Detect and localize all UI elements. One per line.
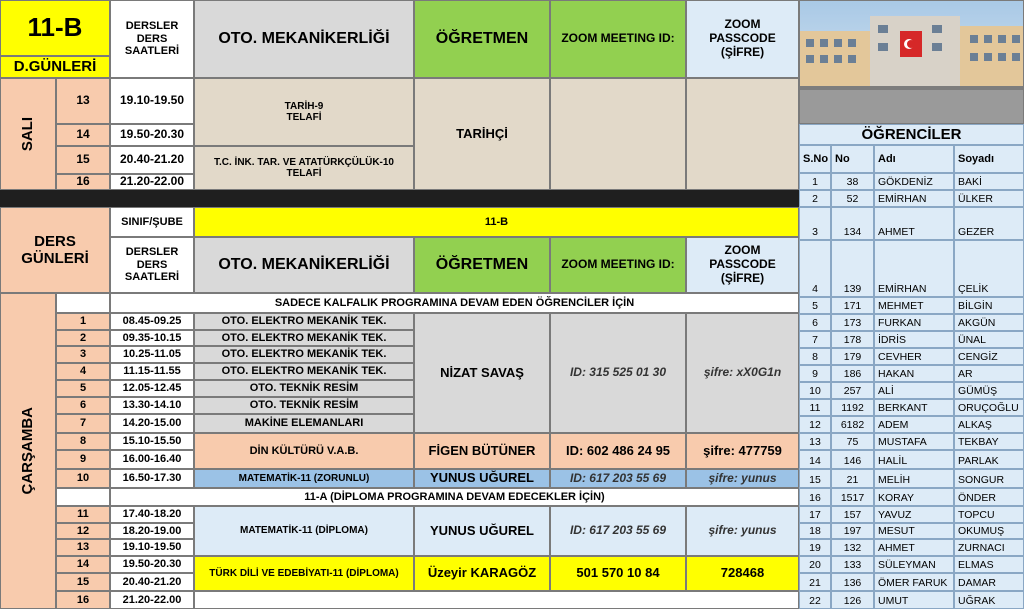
sali-period-no: 13 (56, 78, 110, 124)
student-no: 132 (831, 539, 874, 556)
carsamba-period-time: 19.10-19.50 (110, 539, 194, 556)
din-lesson: DİN KÜLTÜRÜ V.A.B. (194, 433, 414, 469)
student-sno: 17 (799, 506, 831, 523)
carsamba-period-no: 7 (56, 414, 110, 433)
student-last: AR (954, 365, 1024, 382)
din-zoom-id: ID: 602 486 24 95 (550, 433, 686, 469)
students-header-no: No (831, 145, 874, 173)
student-sno: 3 (799, 207, 831, 240)
student-sno: 19 (799, 539, 831, 556)
student-sno: 22 (799, 591, 831, 609)
student-last: DAMAR (954, 573, 1024, 591)
student-sno: 15 (799, 469, 831, 488)
carsamba-period-time: 08.45-09.25 (110, 313, 194, 330)
carsamba-period-no: 9 (56, 450, 110, 469)
edebiyat-zoom-pass: 728468 (686, 556, 799, 591)
students-header-sno: S.No (799, 145, 831, 173)
student-sno: 12 (799, 416, 831, 433)
teacher-header: ÖĞRETMEN (414, 0, 550, 78)
carsamba-period-time: 20.40-21.20 (110, 573, 194, 591)
sali-zoom-id (550, 78, 686, 190)
student-sno: 20 (799, 556, 831, 573)
carsamba-period-time: 11.15-11.55 (110, 363, 194, 380)
student-no: 126 (831, 591, 874, 609)
student-first: ÖMER FARUK (874, 573, 954, 591)
carsamba-lesson: OTO. ELEKTRO MEKANİK TEK. (194, 330, 414, 346)
student-no: 52 (831, 190, 874, 207)
carsamba-period-no: 2 (56, 330, 110, 346)
zoom-pass-header: ZOOM PASSCODE (ŞİFRE) (686, 0, 799, 78)
din-zoom-pass: şifre: 477759 (686, 433, 799, 469)
carsamba-period-no: 14 (56, 556, 110, 573)
carsamba-period-time: 21.20-22.00 (110, 591, 194, 609)
student-no: 133 (831, 556, 874, 573)
student-last: GEZER (954, 207, 1024, 240)
carsamba-lesson: OTO. ELEKTRO MEKANİK TEK. (194, 313, 414, 330)
student-sno: 6 (799, 314, 831, 331)
carsamba-period-time: 18.20-19.00 (110, 523, 194, 539)
student-first: UMUT (874, 591, 954, 609)
student-no: 21 (831, 469, 874, 488)
sali-zoom-pass (686, 78, 799, 190)
student-last: UĞRAK (954, 591, 1024, 609)
student-sno: 8 (799, 348, 831, 365)
student-last: CENGİZ (954, 348, 1024, 365)
student-last: BİLGİN (954, 297, 1024, 314)
teknik-teacher: NİZAT SAVAŞ (414, 313, 550, 433)
student-no: 173 (831, 314, 874, 331)
carsamba-period-no: 13 (56, 539, 110, 556)
student-last: ÜNAL (954, 331, 1024, 348)
mat-zorunlu-zoom-id: ID: 617 203 55 69 (550, 469, 686, 488)
sali-teacher: TARİHÇİ (414, 78, 550, 190)
section1-spacer (56, 293, 110, 313)
carsamba-lesson: MAKİNE ELEMANLARI (194, 414, 414, 433)
student-first: MESUT (874, 523, 954, 539)
student-no: 179 (831, 348, 874, 365)
edebiyat-lesson: TÜRK DİLİ VE EDEBİYATI-11 (DİPLOMA) (194, 556, 414, 591)
sali-period-no: 15 (56, 146, 110, 174)
student-last: TOPCU (954, 506, 1024, 523)
day-sali (0, 78, 56, 190)
department-header: OTO. MEKANİKERLİĞİ (194, 0, 414, 78)
student-last: TEKBAY (954, 433, 1024, 450)
students-header-last: Soyadı (954, 145, 1024, 173)
student-no: 197 (831, 523, 874, 539)
student-last: AKGÜN (954, 314, 1024, 331)
student-sno: 4 (799, 240, 831, 297)
student-sno: 7 (799, 331, 831, 348)
student-sno: 5 (799, 297, 831, 314)
carsamba-period-time: 13.30-14.10 (110, 397, 194, 414)
carsamba-period-no: 10 (56, 469, 110, 488)
mat-diploma-teacher: YUNUS UĞUREL (414, 506, 550, 556)
mat-diploma-zoom-id: ID: 617 203 55 69 (550, 506, 686, 556)
student-no: 134 (831, 207, 874, 240)
carsamba-period-no: 3 (56, 346, 110, 363)
d-gunleri-label: D.GÜNLERİ (0, 56, 110, 78)
student-no: 178 (831, 331, 874, 348)
edebiyat-zoom-id: 501 570 10 84 (550, 556, 686, 591)
mat-zorunlu-teacher: YUNUS UĞUREL (414, 469, 550, 488)
student-last: ÖNDER (954, 488, 1024, 506)
school-building-image (800, 1, 1024, 124)
student-sno: 2 (799, 190, 831, 207)
carsamba-period-time: 14.20-15.00 (110, 414, 194, 433)
ders-saatleri-header: DERSLER DERS SAATLERİ (110, 0, 194, 78)
sali-period-time: 20.40-21.20 (110, 146, 194, 174)
carsamba-period-time: 15.10-15.50 (110, 433, 194, 450)
student-no: 1192 (831, 399, 874, 416)
carsamba-lesson: OTO. ELEKTRO MEKANİK TEK. (194, 363, 414, 380)
student-first: MELİH (874, 469, 954, 488)
student-no: 75 (831, 433, 874, 450)
student-sno: 18 (799, 523, 831, 539)
carsamba-period-no: 1 (56, 313, 110, 330)
student-first: HAKAN (874, 365, 954, 382)
empty-slot (194, 591, 799, 609)
section1-title: SADECE KALFALIK PROGRAMINA DEVAM EDEN ÖĞRENCİLER İÇİN (110, 293, 799, 313)
student-first: EMİRHAN (874, 240, 954, 297)
carsamba-period-no: 6 (56, 397, 110, 414)
student-sno: 1 (799, 173, 831, 190)
sali-period-time: 19.50-20.30 (110, 124, 194, 146)
student-sno: 11 (799, 399, 831, 416)
student-first: KORAY (874, 488, 954, 506)
student-first: EMİRHAN (874, 190, 954, 207)
teknik-zoom-id: ID: 315 525 01 30 (550, 313, 686, 433)
student-first: ALİ (874, 382, 954, 399)
mat-zorunlu-zoom-pass: şifre: yunus (686, 469, 799, 488)
student-first: İDRİS (874, 331, 954, 348)
students-header-first: Adı (874, 145, 954, 173)
student-no: 1517 (831, 488, 874, 506)
section2-spacer (56, 488, 110, 506)
student-first: HALİL (874, 450, 954, 469)
sali-period-time: 19.10-19.50 (110, 78, 194, 124)
carsamba-period-no: 8 (56, 433, 110, 450)
zoom-id-header: ZOOM MEETING ID: (550, 0, 686, 78)
carsamba-period-time: 19.50-20.30 (110, 556, 194, 573)
carsamba-lesson: OTO. TEKNİK RESİM (194, 380, 414, 397)
student-no: 38 (831, 173, 874, 190)
day-carsamba (0, 293, 56, 609)
student-first: BERKANT (874, 399, 954, 416)
carsamba-period-time: 12.05-12.45 (110, 380, 194, 397)
carsamba-lesson: OTO. ELEKTRO MEKANİK TEK. (194, 346, 414, 363)
carsamba-period-time: 09.35-10.15 (110, 330, 194, 346)
separator-band (0, 190, 799, 207)
sinif-sube-value: 11-B (194, 207, 799, 237)
student-sno: 14 (799, 450, 831, 469)
student-no: 136 (831, 573, 874, 591)
edebiyat-teacher: Üzeyir KARAGÖZ (414, 556, 550, 591)
student-last: PARLAK (954, 450, 1024, 469)
sali-period-no: 14 (56, 124, 110, 146)
student-first: CEVHER (874, 348, 954, 365)
carsamba-lesson: OTO. TEKNİK RESİM (194, 397, 414, 414)
sali-period-time: 21.20-22.00 (110, 174, 194, 190)
student-no: 6182 (831, 416, 874, 433)
carsamba-period-no: 15 (56, 573, 110, 591)
mat-zorunlu-lesson: MATEMATİK-11 (ZORUNLU) (194, 469, 414, 488)
mat-diploma-zoom-pass: şifre: yunus (686, 506, 799, 556)
student-last: OKUMUŞ (954, 523, 1024, 539)
student-last: BAKİ (954, 173, 1024, 190)
student-last: ÇELİK (954, 240, 1024, 297)
student-last: ALKAŞ (954, 416, 1024, 433)
ders-saatleri-header-2: DERSLER DERS SAATLERİ (110, 237, 194, 293)
day-sali-label: SALI (19, 116, 37, 152)
student-first: SÜLEYMAN (874, 556, 954, 573)
student-last: ZURNACI (954, 539, 1024, 556)
sinif-sube-label: SINIF/ŞUBE (110, 207, 194, 237)
student-last: ORUÇOĞLU (954, 399, 1024, 416)
zoom-id-header-2: ZOOM MEETING ID: (550, 237, 686, 293)
student-last: ELMAS (954, 556, 1024, 573)
mat-diploma-lesson: MATEMATİK-11 (DİPLOMA) (194, 506, 414, 556)
carsamba-period-no: 12 (56, 523, 110, 539)
day-carsamba-label: ÇARŞAMBA (19, 407, 37, 495)
student-sno: 9 (799, 365, 831, 382)
student-no: 186 (831, 365, 874, 382)
student-sno: 21 (799, 573, 831, 591)
din-teacher: FİGEN BÜTÜNER (414, 433, 550, 469)
carsamba-period-no: 5 (56, 380, 110, 397)
carsamba-period-time: 16.50-17.30 (110, 469, 194, 488)
student-first: ADEM (874, 416, 954, 433)
carsamba-period-time: 17.40-18.20 (110, 506, 194, 523)
school-photo (799, 0, 1024, 124)
student-sno: 16 (799, 488, 831, 506)
teacher-header-2: ÖĞRETMEN (414, 237, 550, 293)
carsamba-period-no: 11 (56, 506, 110, 523)
ders-gunleri-label: DERS GÜNLERİ (0, 207, 110, 293)
carsamba-period-no: 4 (56, 363, 110, 380)
carsamba-period-time: 10.25-11.05 (110, 346, 194, 363)
student-no: 139 (831, 240, 874, 297)
student-first: MUSTAFA (874, 433, 954, 450)
student-first: FURKAN (874, 314, 954, 331)
sali-lesson-inkilap: T.C. İNK. TAR. VE ATATÜRKÇÜLÜK-10 TELAFİ (194, 146, 414, 190)
student-no: 257 (831, 382, 874, 399)
student-no: 157 (831, 506, 874, 523)
student-no: 171 (831, 297, 874, 314)
student-last: SONGUR (954, 469, 1024, 488)
carsamba-period-time: 16.00-16.40 (110, 450, 194, 469)
department-header-2: OTO. MEKANİKERLİĞİ (194, 237, 414, 293)
sali-period-no: 16 (56, 174, 110, 190)
student-last: GÜMÜŞ (954, 382, 1024, 399)
student-first: GÖKDENİZ (874, 173, 954, 190)
class-code: 11-B (0, 0, 110, 56)
student-last: ÜLKER (954, 190, 1024, 207)
sali-lesson-tarih: TARİH-9 TELAFİ (194, 78, 414, 146)
teknik-zoom-pass: şifre: xX0G1n (686, 313, 799, 433)
student-no: 146 (831, 450, 874, 469)
student-sno: 10 (799, 382, 831, 399)
section2-title: 11-A (DİPLOMA PROGRAMINA DEVAM EDECEKLER İÇİN) (110, 488, 799, 506)
zoom-pass-header-2: ZOOM PASSCODE (ŞİFRE) (686, 237, 799, 293)
student-first: YAVUZ (874, 506, 954, 523)
student-first: MEHMET (874, 297, 954, 314)
carsamba-period-no: 16 (56, 591, 110, 609)
students-title: ÖĞRENCİLER (799, 124, 1024, 145)
student-first: AHMET (874, 539, 954, 556)
student-first: AHMET (874, 207, 954, 240)
student-sno: 13 (799, 433, 831, 450)
